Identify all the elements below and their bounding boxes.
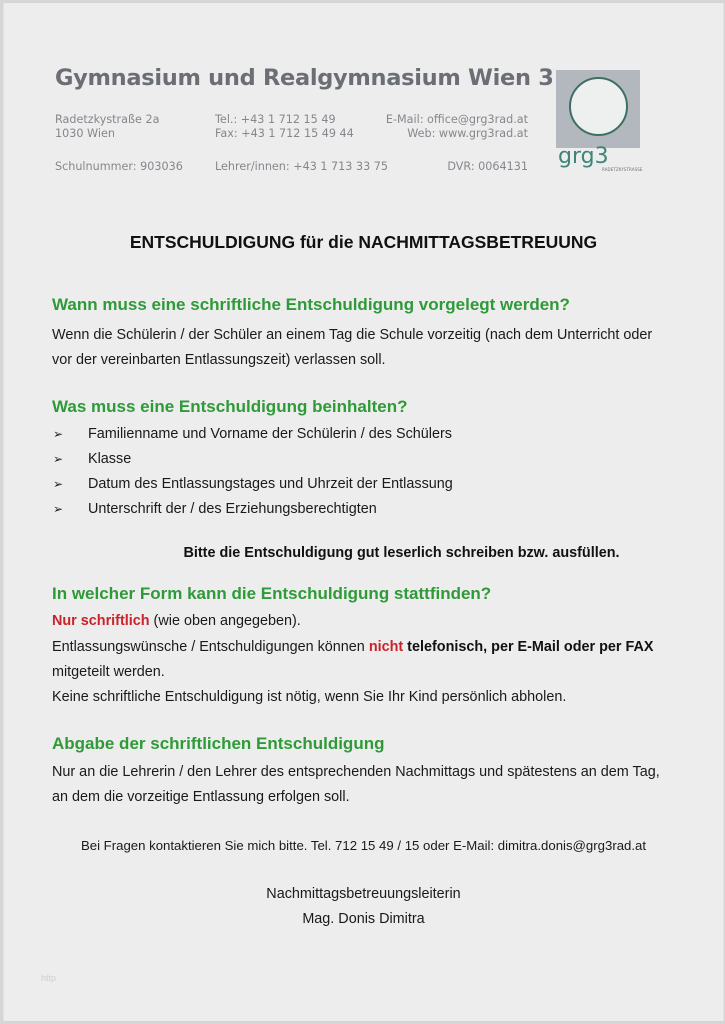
- emphasis-text: nicht: [368, 639, 404, 655]
- legibility-note: Bitte die Entschuldigung gut leserlich schreiben bzw. ausfüllen.: [183, 545, 620, 561]
- section-text-line: [52, 613, 301, 629]
- address-block: [55, 113, 159, 141]
- teachers-phone: Lehrer/innen: +43 1 713 33 75: [215, 160, 388, 173]
- list-item: [53, 501, 377, 517]
- phone-number: Tel.: +43 1 712 15 49: [215, 113, 336, 126]
- section-text-line: mitgeteilt werden.: [52, 664, 165, 680]
- emphasis-text: Nur schriftlich: [52, 613, 150, 629]
- list-item-text: Unterschrift der / des Erziehungsberechtigten: [88, 501, 377, 517]
- bold-text: telefonisch, per E-Mail oder per FAX: [403, 639, 654, 655]
- list-item: [53, 451, 131, 467]
- document-page: [3, 3, 724, 1021]
- arrow-bullet-icon: ➢: [53, 427, 64, 441]
- school-name: Gymnasium und Realgymnasium Wien 3: [55, 65, 554, 91]
- text-span: Entlassungswünsche / Entschuldigungen können: [52, 639, 369, 655]
- address-street: Radetzkystraße 2a: [55, 113, 160, 126]
- school-number: Schulnummer: 903036: [55, 160, 183, 173]
- phone-block: [215, 113, 354, 141]
- section-text-line: vor der vereinbarten Entlassungszeit) verlassen soll.: [52, 352, 386, 368]
- section-heading-contents: Was muss eine Entschuldigung beinhalten?: [52, 397, 408, 416]
- list-item-text: Datum des Entlassungstages und Uhrzeit der Entlassung: [88, 476, 453, 492]
- watermark: http: [41, 973, 57, 983]
- contact-block: [386, 113, 528, 141]
- dvr-number: DVR: 0064131: [447, 160, 528, 173]
- signature-name: Mag. Donis Dimitra: [302, 911, 425, 927]
- arrow-bullet-icon: ➢: [53, 477, 64, 491]
- list-item-text: Familienname und Vorname der Schülerin / des Schülers: [88, 426, 452, 442]
- web-link[interactable]: Web: www.grg3rad.at: [407, 127, 528, 140]
- signature-role: Nachmittagsbetreuungsleiterin: [266, 886, 461, 902]
- logo-text: grg3: [558, 144, 609, 169]
- section-text-line: [52, 639, 653, 655]
- section-heading-submission: Abgabe der schriftlichen Entschuldigung: [52, 734, 385, 753]
- text-span: (wie oben angegeben).: [149, 613, 301, 629]
- section-text-line: Wenn die Schülerin / der Schüler an einem Tag die Schule vorzeitig (nach dem Unterricht oder: [52, 327, 653, 343]
- arrow-bullet-icon: ➢: [53, 502, 64, 516]
- school-logo: [556, 70, 640, 148]
- document-title: ENTSCHULDIGUNG für die NACHMITTAGSBETREUUNG: [129, 232, 598, 252]
- section-text-line: an dem die vorzeitige Entlassung erfolgen soll.: [52, 789, 350, 805]
- section-heading-form: In welcher Form kann die Entschuldigung stattfinden?: [52, 584, 492, 603]
- fax-number: Fax: +43 1 712 15 49 44: [215, 127, 354, 140]
- section-text-line: Keine schriftliche Entschuldigung ist nötig, wenn Sie Ihr Kind persönlich abholen.: [52, 689, 567, 705]
- address-city: 1030 Wien: [55, 127, 115, 140]
- section-heading-when: Wann muss eine schriftliche Entschuldigung vorgelegt werden?: [52, 295, 570, 314]
- list-item: [53, 426, 452, 442]
- circle-logo-icon: [569, 77, 628, 136]
- contact-info: Bei Fragen kontaktieren Sie mich bitte. Tel. 712 15 49 / 15 oder E-Mail: dimitra.donis@grg3rad.at: [80, 838, 647, 853]
- email-link[interactable]: E-Mail: office@grg3rad.at: [385, 113, 528, 126]
- logo-subtext: RADETZKYSTRASSE: [602, 167, 643, 172]
- list-item: [53, 476, 453, 492]
- list-item-text: Klasse: [88, 451, 132, 467]
- section-text-line: Nur an die Lehrerin / den Lehrer des entsprechenden Nachmittags und spätestens an dem Tag,: [52, 764, 660, 780]
- arrow-bullet-icon: ➢: [53, 452, 64, 466]
